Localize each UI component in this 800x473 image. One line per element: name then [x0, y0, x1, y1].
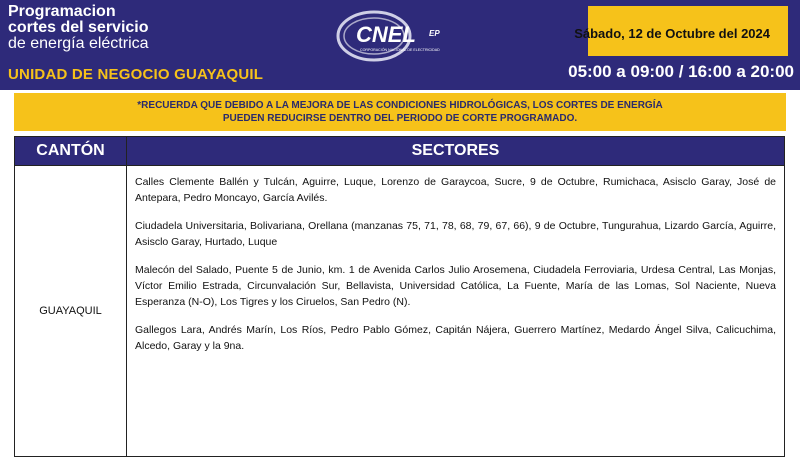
page-title — [8, 4, 149, 52]
title-line-1: Programacion — [8, 3, 116, 20]
title-line-2: cortes del servicio — [8, 19, 149, 36]
sector-paragraph: Calles Clemente Ballén y Tulcán, Aguirre, Luque, Lorenzo de Garaycoa, Sucre, 9 de Octubre, Rumichaca, Asisclo Garay, José de Antepara, Pedro Moncayo, García Avilés. — [135, 176, 776, 204]
logo-suffix: EP — [429, 29, 440, 38]
business-unit-label: UNIDAD DE NEGOCIO GUAYAQUIL — [8, 66, 264, 83]
logo-subtitle: CORPORACIÓN NACIONAL DE ELECTRICIDAD — [360, 48, 440, 52]
logo-wordmark: CNEL — [356, 22, 416, 47]
notice-line-1: *RECUERDA QUE DEBIDO A LA MEJORA DE LAS CONDICIONES HIDROLÓGICAS, LOS CORTES DE ENERGÍA — [137, 100, 663, 111]
header-banner — [0, 0, 800, 90]
column-header-sectors: SECTORES — [127, 137, 785, 166]
table-row — [15, 166, 785, 457]
notice-banner — [14, 93, 786, 131]
sector-paragraph: Malecón del Salado, Puente 5 de Junio, km. 1 de Avenida Carlos Julio Arosemena, Ciudadela Ferroviaria, Urdesa Central, Las Monjas, Víctor Emilio Estrada, Circunvalación Sur, Bellavista, Universidad Católica, La Fuente, María de las Lomas, Sol Naciente, Nueva Esperanza (N-O), Los Tigres y los Ciruelos, San Pedro (N). — [135, 264, 776, 308]
date-box — [574, 6, 788, 56]
sector-paragraph: Ciudadela Universitaria, Bolivariana, Orellana (manzanas 75, 71, 78, 68, 79, 67, 66), 9 de Octubre, Tungurahua, Lizardo García, Aguirre, Asisclo Garay, Hurtado, Luque — [135, 220, 776, 248]
column-header-canton: CANTÓN — [15, 137, 127, 166]
notice-line-2: PUEDEN REDUCIRSE DENTRO DEL PERIODO DE CORTE PROGRAMADO. — [222, 113, 578, 124]
title-line-3: de energía eléctrica — [8, 35, 149, 52]
canton-cell: GUAYAQUIL — [15, 166, 127, 457]
sectors-cell — [127, 166, 785, 457]
table-header-row — [15, 137, 785, 166]
sector-paragraph: Gallegos Lara, Andrés Marín, Los Ríos, Pedro Pablo Gómez, Capitán Nájera, Guerrero Martínez, Medardo Ángel Silva, Calicuchima, Alcedo, Garay y la 9na. — [135, 324, 776, 352]
schedule-table — [14, 136, 785, 457]
time-range: 05:00 a 09:00 / 16:00 a 20:00 — [568, 62, 794, 81]
cnel-logo — [334, 6, 484, 66]
date-text: Sábado, 12 de Octubre del 2024 — [574, 26, 770, 41]
